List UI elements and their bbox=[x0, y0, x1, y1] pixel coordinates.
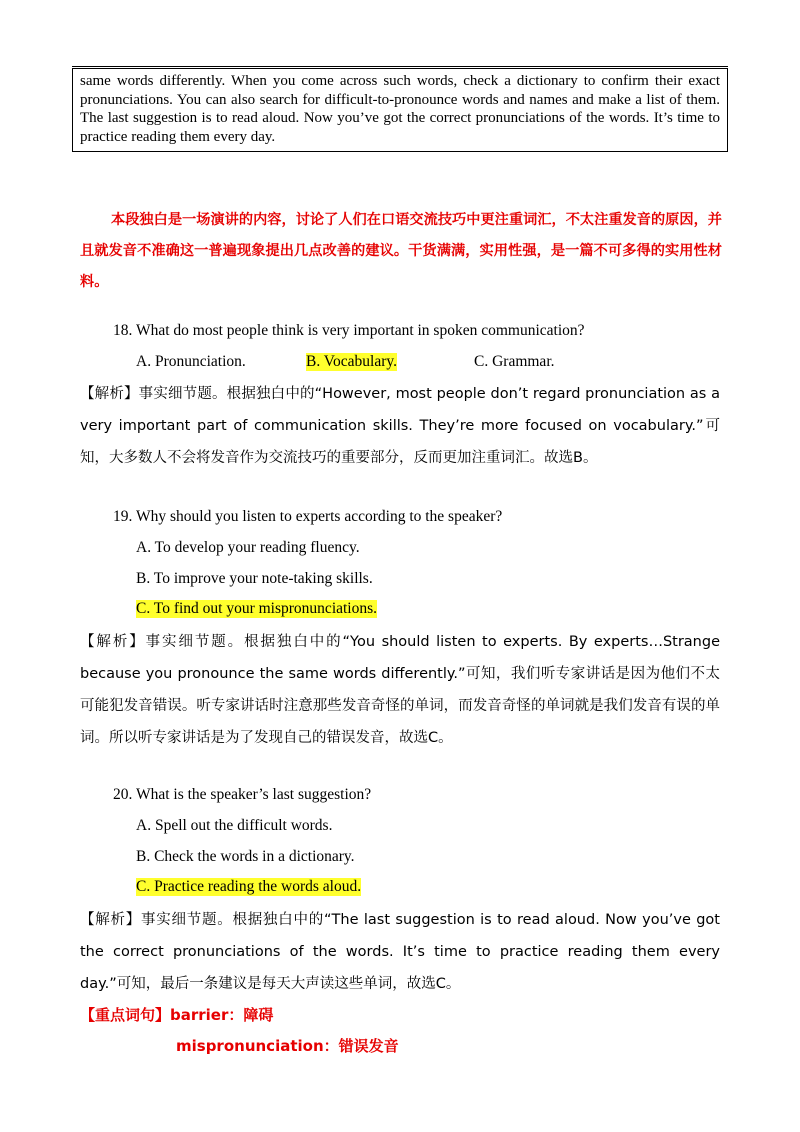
key-word-mispronunciation: mispronunciation：错误发音 bbox=[176, 1037, 399, 1055]
question-20-option-a: A. Spell out the difficult words. bbox=[136, 817, 333, 834]
question-20-stem: 20. What is the speaker’s last suggestion? bbox=[113, 786, 372, 803]
key-words-line-1 bbox=[80, 1004, 273, 1025]
question-18-option-b: B. Vocabulary. bbox=[306, 353, 397, 370]
question-19-option-a: A. To develop your reading fluency. bbox=[136, 539, 360, 556]
question-18-analysis: 【解析】事实细节题。根据独白中的“However, most people don’t regard pronunciation as a very important part of communication skills. They’re more focused on vocabulary.”可知，大多数人不会将发音作为交流技巧的重要部分，反而更加注重词汇。故选B。 bbox=[80, 386, 720, 466]
key-word-barrier: barrier：障碍 bbox=[170, 1006, 274, 1024]
summary-paragraph: 本段独白是一场演讲的内容，讨论了人们在口语交流技巧中更注重词汇，不太注重发音的原因，并且就发音不准确这一普遍现象提出几点改善的建议。干货满满，实用性强，是一篇不可多得的实用性材料。 bbox=[80, 212, 722, 290]
key-words-label: 【重点词句】 bbox=[80, 1006, 171, 1024]
question-19-option-c: C. To find out your mispronunciations. bbox=[136, 600, 378, 617]
question-19-stem: 19. Why should you listen to experts according to the speaker? bbox=[113, 508, 503, 525]
question-20-option-c: C. Practice reading the words aloud. bbox=[136, 878, 362, 895]
question-18-option-c: C. Grammar. bbox=[474, 353, 555, 370]
top-rule bbox=[72, 66, 728, 67]
question-19-analysis: 【解析】事实细节题。根据独白中的“You should listen to experts. By experts…Strange because you pronounce the same words differently.”可知，我们听专家讲话是因为他们不太可能犯发音错误。听专家讲话时注意那些发音奇怪的单词，而发音奇怪的单词就是我们发音有误的单词。所以听专家讲话是为了发现自己的错误发音，故选C。 bbox=[80, 634, 720, 746]
passage-text: same words differently. When you come across such words, check a dictionary to confirm their exact pronunciations. You can also search for difficult-to-pronounce words and names and make a list of them. The last suggestion is to read aloud. Now you’ve got the correct pronunciations of the words. It’s time to practice reading them every day. bbox=[80, 73, 720, 145]
question-18-option-a: A. Pronunciation. bbox=[136, 353, 246, 370]
question-20-analysis: 【解析】事实细节题。根据独白中的“The last suggestion is to read aloud. Now you’ve got the correct pronunciations of the words. It’s time to practice reading them every day.”可知，最后一条建议是每天大声读这些单词，故选C。 bbox=[80, 912, 720, 992]
question-20-option-b: B. Check the words in a dictionary. bbox=[136, 848, 355, 865]
question-19-option-b: B. To improve your note-taking skills. bbox=[136, 570, 373, 587]
question-18-stem: 18. What do most people think is very important in spoken communication? bbox=[113, 322, 585, 339]
passage-box bbox=[72, 68, 728, 152]
